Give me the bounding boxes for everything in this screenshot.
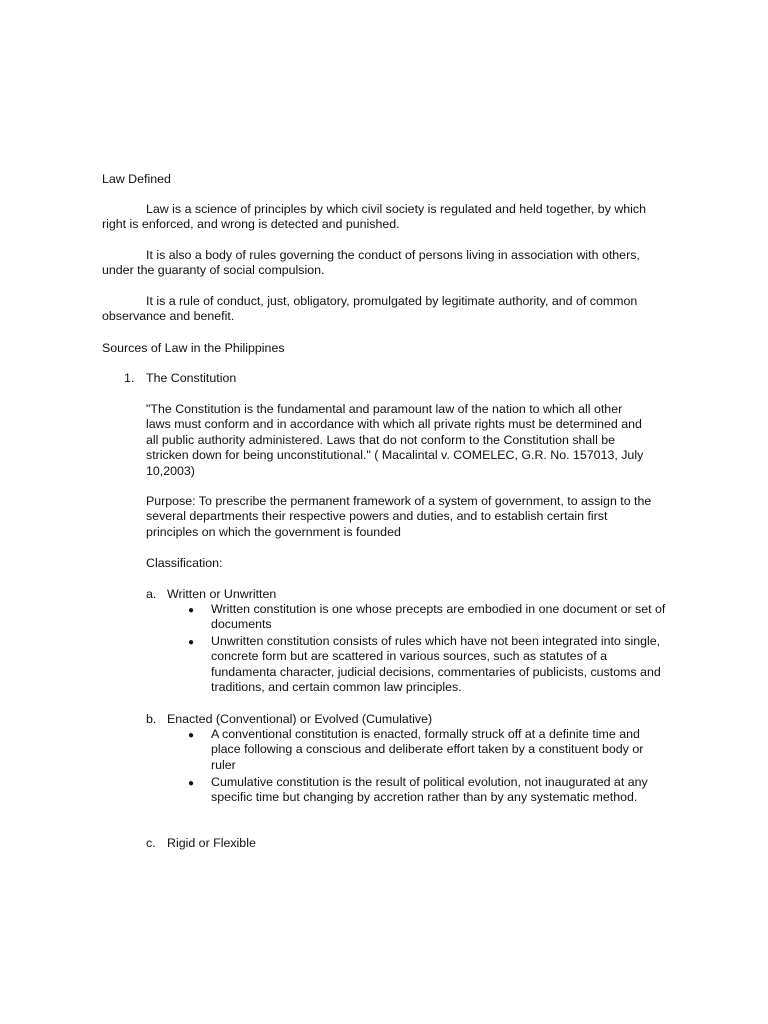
list-letter-b: b. xyxy=(146,712,157,726)
bullet-unwritten-constitution: Unwritten constitution consists of rules which have not been integrated into single, concrete form but are scattered in various sources, such as statutes of a fundamenta character, judicial decisions, commentaries of publicists, customs and traditions, and certain common law principles. xyxy=(211,634,661,695)
bullet-cumulative-constitution: Cumulative constitution is the result of political evolution, not inaugurated at any specific time but changing by accretion rather than by any systematic method. xyxy=(211,775,648,805)
bullet-written-constitution: Written constitution is one whose precepts are embodied in one document or set of documents xyxy=(211,602,666,632)
classification-a-title: Written or Unwritten xyxy=(167,587,277,601)
list-letter-a: a. xyxy=(146,587,157,601)
definition-paragraph-3: It is a rule of conduct, just, obligatory, promulgated by legitimate authority, and of common observance and benefit. xyxy=(102,294,638,324)
bullet-icon: ● xyxy=(188,605,195,616)
list-letter-c: c. xyxy=(146,836,156,850)
bullet-icon: ● xyxy=(188,730,195,741)
classification-c-title: Rigid or Flexible xyxy=(167,836,256,850)
bullet-conventional-constitution: A conventional constitution is enacted, formally struck off at a definite time and place following a conscious and deliberate effort taken by a constituent body or ruler xyxy=(211,727,644,772)
definition-paragraph-1: Law is a science of principles by which civil society is regulated and held together, by which right is enforced, and wrong is detected and punished. xyxy=(102,202,647,232)
classification-label: Classification: xyxy=(146,556,223,570)
heading-law-defined: Law Defined xyxy=(102,172,171,186)
definition-paragraph-2: It is also a body of rules governing the conduct of persons living in association with others, under the guaranty of social compulsion. xyxy=(102,248,640,278)
bullet-icon: ● xyxy=(188,778,195,789)
constitution-quote: "The Constitution is the fundamental and paramount law of the nation to which all other laws must conform and in accordance with which all private rights must be determined and all public authority administered. Laws that do not conform to the Constitution shall be stricken down for being unconstitutional." ( Macalintal v. COMELEC, G.R. No. 157013, July 10,2003) xyxy=(146,402,644,478)
heading-sources-of-law: Sources of Law in the Philippines xyxy=(102,341,285,355)
list-number-1: 1. xyxy=(124,371,135,385)
item-title-constitution: The Constitution xyxy=(146,371,237,385)
purpose-paragraph: Purpose: To prescribe the permanent framework of a system of government, to assign to the several departments their respective powers and duties, and to establish certain first principles on which the government is founded xyxy=(146,494,652,539)
classification-b-title: Enacted (Conventional) or Evolved (Cumulative) xyxy=(167,712,433,726)
bullet-icon: ● xyxy=(188,637,195,648)
